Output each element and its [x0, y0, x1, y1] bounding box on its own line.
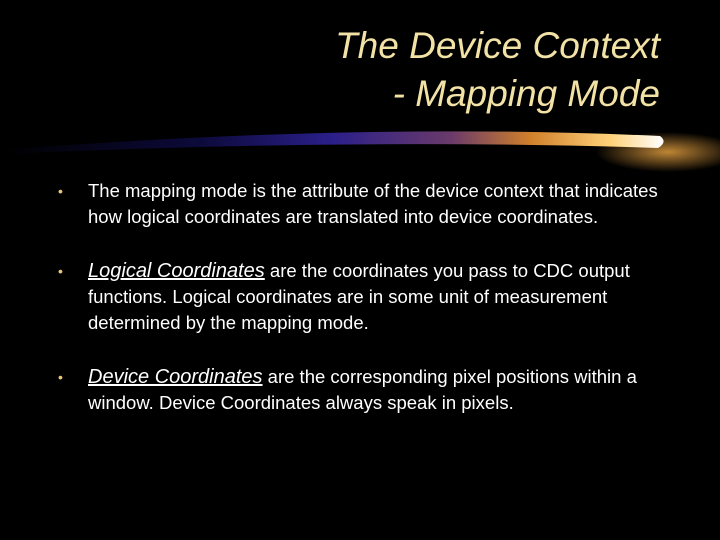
term-logical-coordinates: Logical Coordinates — [88, 260, 265, 282]
bullet-icon: • — [58, 183, 63, 199]
bullet-icon: • — [58, 263, 63, 279]
term-device-coordinates: Device Coordinates — [88, 366, 263, 388]
bullet-icon: • — [58, 369, 63, 385]
bullet-text: are the corresponding pixel positions within a window. Device Coordinates always speak in pixels. — [88, 366, 637, 413]
title-line-2: - Mapping Mode — [392, 73, 660, 114]
bullet-item — [58, 364, 668, 416]
bullet-text: are the coordinates you pass to CDC output functions. Logical coordinates are in some unit of measurement determined by the mapping mode. — [88, 260, 630, 333]
bullet-item — [58, 178, 668, 230]
decorative-swoosh — [0, 108, 720, 188]
bullet-item — [58, 258, 668, 336]
bullet-list — [58, 178, 668, 444]
slide-title — [335, 22, 660, 118]
bullet-text: The mapping mode is the attribute of the device context that indicates how logical coordinates are translated into device coordinates. — [88, 180, 658, 227]
title-line-1: The Device Context — [335, 25, 660, 66]
